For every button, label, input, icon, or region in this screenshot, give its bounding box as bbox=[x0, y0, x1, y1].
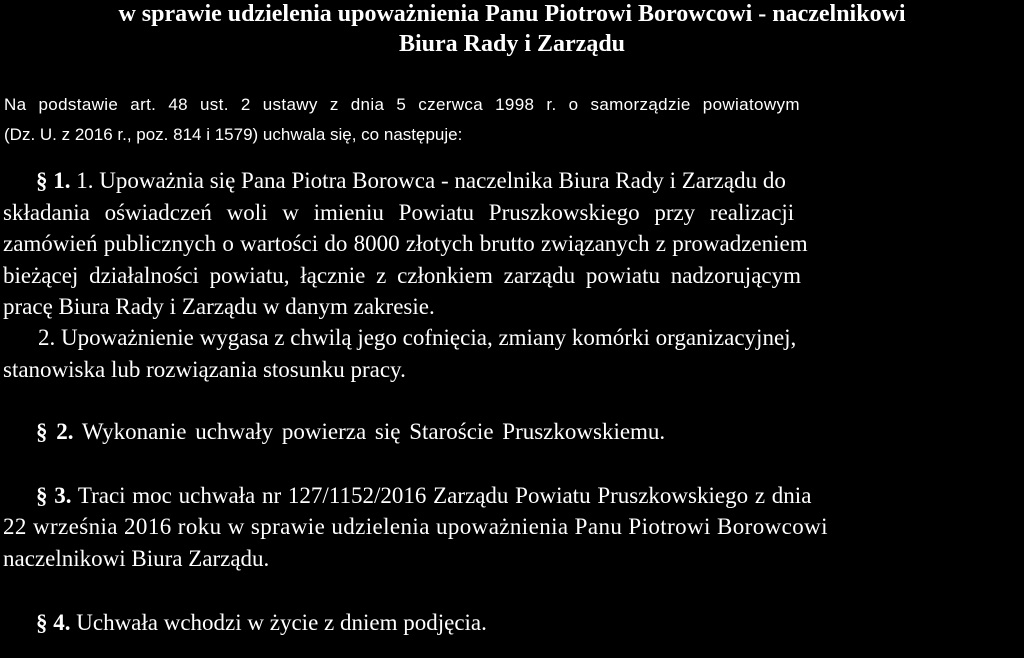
document-title-line-1: w sprawie udzielenia upoważnienia Panu Piotrowi Borowcowi - naczelnikowi bbox=[118, 1, 906, 27]
section-2-line bbox=[36, 418, 665, 446]
section-1-point-1-lead: 1. Upoważnia się Pana Piotra Borowca - naczelnika Biura Rady i Zarządu do bbox=[70, 168, 786, 193]
section-3-line-3: naczelnikowi Biura Zarządu. bbox=[3, 546, 270, 571]
section-3-mark: § 3. bbox=[36, 483, 72, 508]
section-1-line-3: zamówień publicznych o wartości do 8000 złotych brutto związanych z prowadzeniem bbox=[3, 231, 808, 256]
section-4-text: Uchwała wchodzi w życie z dniem podjęcia. bbox=[70, 610, 487, 635]
section-4-line bbox=[36, 609, 487, 637]
section-1-line-1 bbox=[36, 167, 786, 195]
section-3-text-line-1: Traci moc uchwała nr 127/1152/2016 Zarządu Powiatu Pruszkowskiego z dnia bbox=[71, 483, 812, 508]
section-2-text: Wykonanie uchwały powierza się Staroście Pruszkowskiemu. bbox=[73, 419, 666, 444]
section-4-mark: § 4. bbox=[36, 610, 71, 635]
section-3-line-2: 22 września 2016 roku w sprawie udzielenia upoważnienia Panu Piotrowi Borowcowi bbox=[3, 514, 828, 539]
document-title-line-2: Biura Rady i Zarządu bbox=[398, 31, 626, 57]
legal-basis-line-2: (Dz. U. z 2016 r., poz. 814 i 1579) uchwala się, co następuje: bbox=[4, 125, 463, 144]
section-1-point-2-line-1: 2. Upoważnienie wygasa z chwilą jego cofnięcia, zmiany komórki organizacyjnej, bbox=[38, 325, 797, 350]
section-1-mark: § 1. bbox=[36, 168, 71, 193]
section-1-line-2: składania oświadczeń woli w imieniu Powiatu Pruszkowskiego przy realizacji bbox=[3, 200, 795, 225]
section-2-mark: § 2. bbox=[36, 419, 74, 444]
section-1-line-4: bieżącej działalności powiatu, łącznie z członkiem zarządu powiatu nadzorującym bbox=[3, 263, 802, 288]
legal-basis-line-1: Na podstawie art. 48 ust. 2 ustawy z dnia 5 czerwca 1998 r. o samorządzie powiatowym bbox=[4, 95, 800, 114]
section-3-line-1 bbox=[36, 482, 811, 510]
section-1-line-5: pracę Biura Rady i Zarządu w danym zakresie. bbox=[3, 294, 435, 319]
section-1-point-2-line-2: stanowiska lub rozwiązania stosunku pracy. bbox=[3, 357, 406, 382]
